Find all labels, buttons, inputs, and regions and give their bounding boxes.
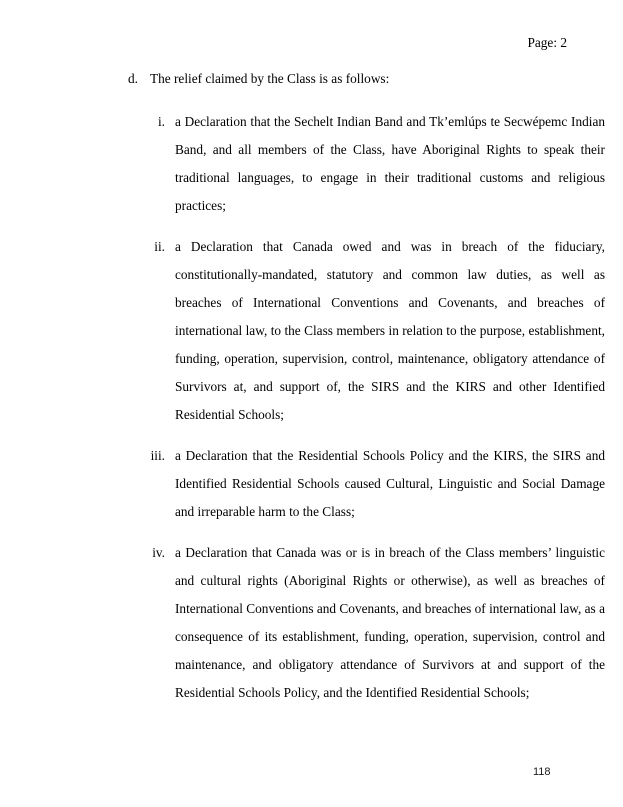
clause-d	[128, 65, 605, 93]
list-item	[128, 108, 605, 220]
record-page-number: 118	[533, 766, 551, 778]
list-item-marker: i.	[157, 114, 165, 129]
clause-marker: d.	[128, 71, 138, 86]
page-header-label: Page: 2	[527, 35, 567, 50]
list-item	[128, 539, 605, 707]
list-item-marker: iii.	[150, 448, 165, 463]
list-item-text: a Declaration that the Sechelt Indian Band and Tk’emlúps te Secwépemc Indian Band, and all members of the Class, have Aboriginal Rights to speak their traditional languages, to engage in their traditional customs and religious practices;	[175, 114, 605, 213]
list-item-marker: ii.	[154, 239, 165, 254]
list-item	[128, 233, 605, 429]
clause-text: The relief claimed by the Class is as follows:	[150, 71, 390, 86]
list-item-text: a Declaration that the Residential Schools Policy and the KIRS, the SIRS and Identified Residential Schools caused Cultural, Linguistic and Social Damage and irreparable harm to the Class;	[175, 448, 605, 519]
list-item-text: a Declaration that Canada owed and was in breach of the fiduciary, constitutionally-mandated, statutory and common law duties, as well as breaches of International Conventions and Covenants, and breaches of international law, to the Class members in relation to the purpose, establishment, funding, operation, supervision, control, maintenance, obligatory attendance of Survivors at, and support of, the SIRS and the KIRS and other Identified Residential Schools;	[175, 239, 605, 422]
list-item-marker: iv.	[152, 545, 165, 560]
list-item-text: a Declaration that Canada was or is in breach of the Class members’ linguistic and cultural rights (Aboriginal Rights or otherwise), as well as breaches of International Conventions and Covenants, and breaches of international law, as a consequence of its establishment, funding, operation, supervision, control and maintenance, and obligatory attendance of Survivors at and support of the Residential Schools Policy, and the Identified Residential Schools;	[175, 545, 605, 700]
document-body	[128, 65, 605, 720]
relief-list	[128, 108, 605, 707]
list-item	[128, 442, 605, 526]
